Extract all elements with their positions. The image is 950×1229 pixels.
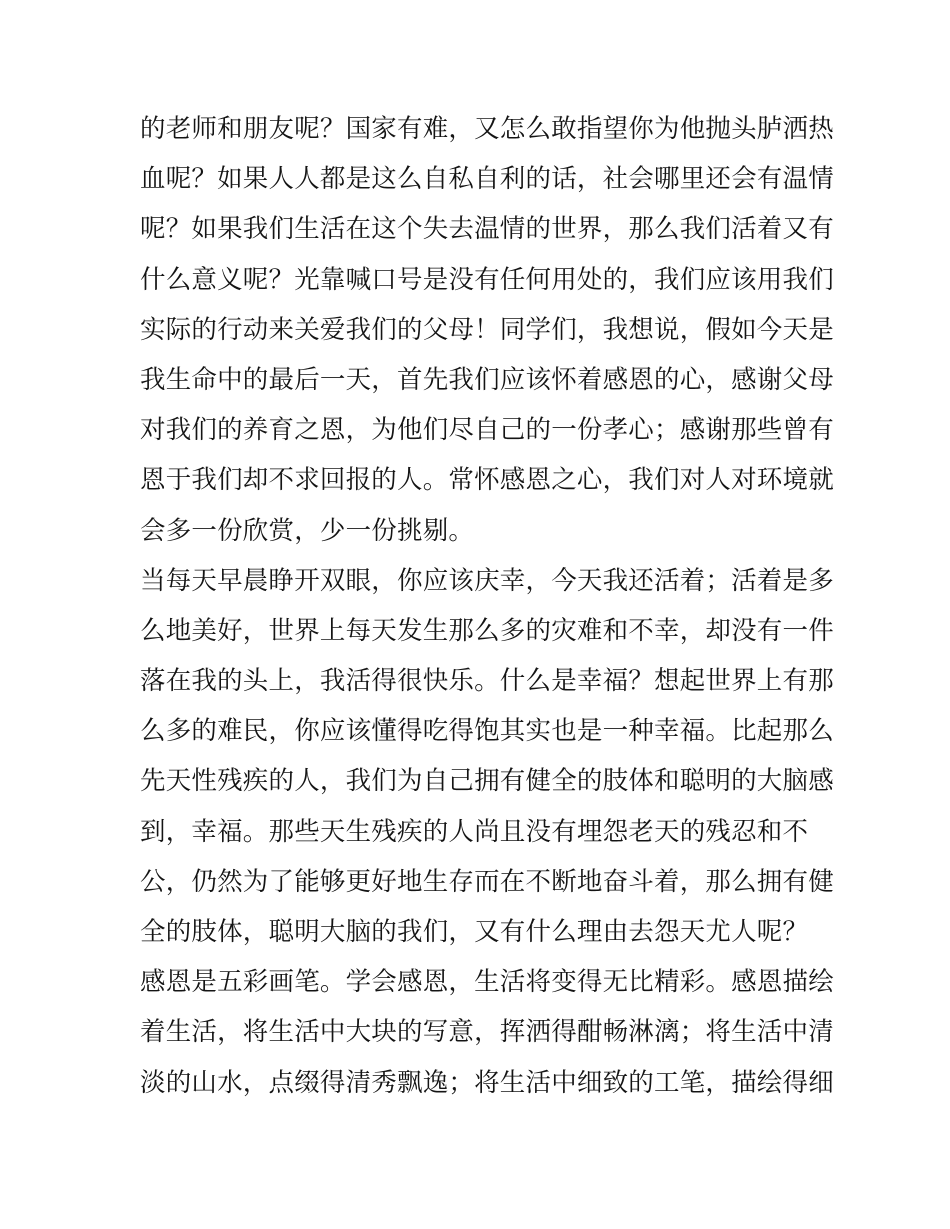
- text-line: 实际的行动来关爱我们的父母！同学们，我想说，假如今天是: [140, 314, 834, 345]
- text-line: 到，幸福。那些天生残疾的人尚且没有埋怨老天的残忍和不: [140, 816, 809, 847]
- text-line: 恩于我们却不求回报的人。常怀感恩之心，我们对人对环境就: [140, 465, 834, 496]
- text-line: 着生活，将生活中大块的写意，挥洒得酣畅淋漓；将生活中清: [140, 1017, 834, 1048]
- text-line: 么多的难民，你应该懂得吃得饱其实也是一种幸福。比起那么: [140, 716, 834, 747]
- text-line: 先天性残疾的人，我们为自己拥有健全的肢体和聪明的大脑感: [140, 766, 834, 797]
- body-text: [140, 104, 834, 1108]
- text-line: 什么意义呢？光靠喊口号是没有任何用处的，我们应该用我们: [140, 264, 834, 295]
- text-line: 感恩是五彩画笔。学会感恩，生活将变得无比精彩。感恩描绘: [140, 967, 834, 998]
- text-line: 当每天早晨睁开双眼，你应该庆幸，今天我还活着；活着是多: [140, 565, 834, 596]
- text-line: 的老师和朋友呢？国家有难，又怎么敢指望你为他抛头胪洒热: [140, 114, 834, 144]
- text-line: 我生命中的最后一天，首先我们应该怀着感恩的心，感谢父母: [140, 364, 834, 395]
- text-line: 对我们的养育之恩，为他们尽自己的一份孝心；感谢那些曾有: [140, 415, 834, 446]
- text-line: 会多一份欣赏，少一份挑剔。: [140, 515, 475, 546]
- text-line: 血呢？如果人人都是这么自私自利的话，社会哪里还会有温情: [140, 164, 834, 195]
- text-line: 淡的山水，点缀得清秀飘逸；将生活中细致的工笔，描绘得细: [140, 1067, 834, 1098]
- text-line: 呢？如果我们生活在这个失去温情的世界，那么我们活着又有: [140, 214, 834, 245]
- text-line: 落在我的头上，我活得很快乐。什么是幸福？想起世界上有那: [140, 666, 834, 697]
- text-line: 公，仍然为了能够更好地生存而在不断地奋斗着，那么拥有健: [140, 866, 834, 897]
- text-line: 全的肢体，聪明大脑的我们，又有什么理由去怨天尤人呢？: [140, 917, 809, 947]
- text-line: 么地美好，世界上每天发生那么多的灾难和不幸，却没有一件: [140, 615, 834, 646]
